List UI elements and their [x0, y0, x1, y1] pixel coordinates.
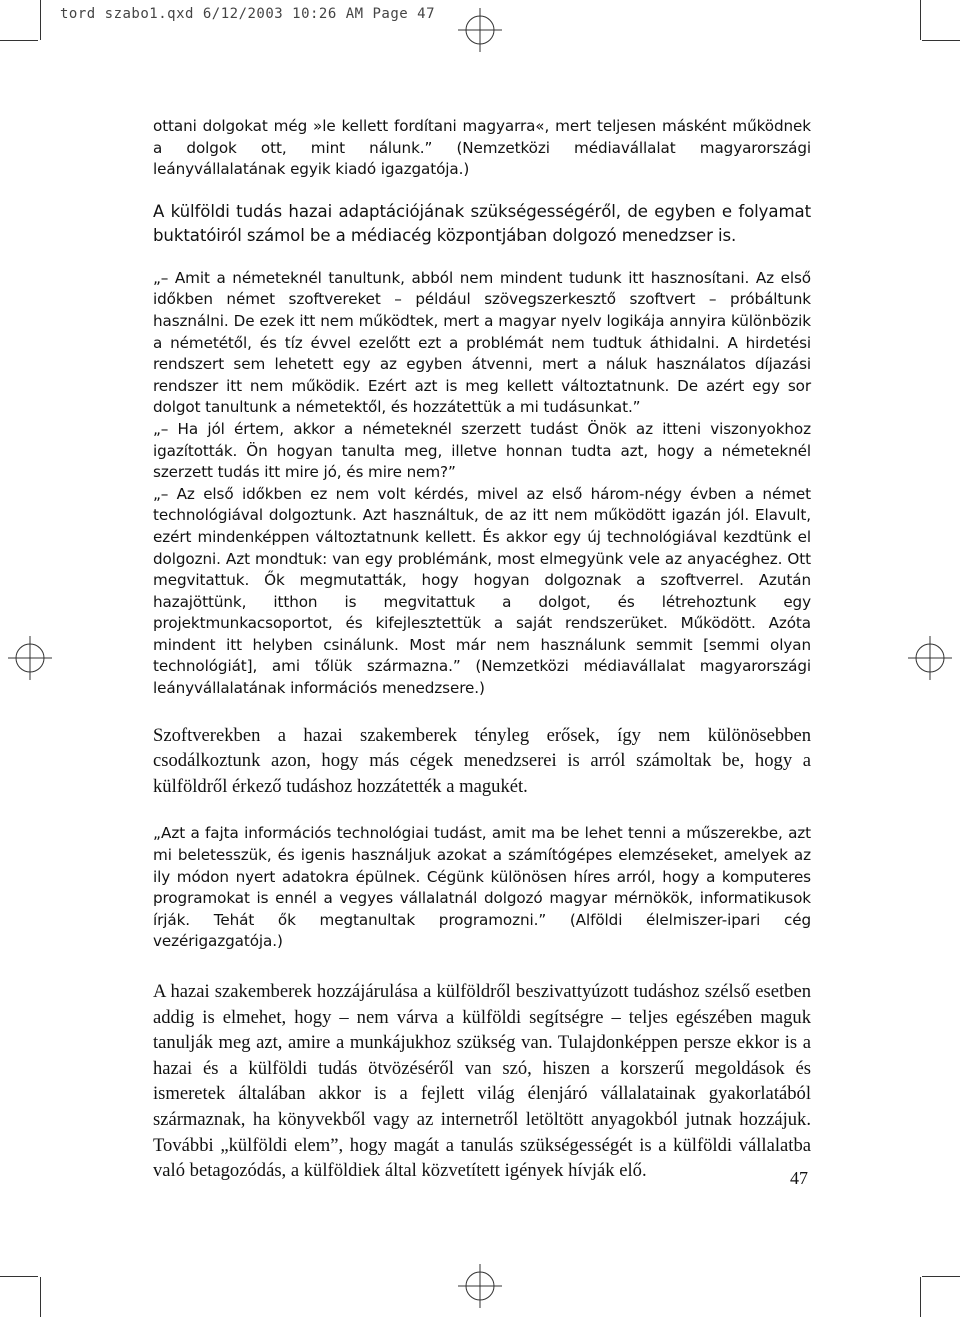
interview-paragraph: „– Ha jól értem, akkor a németeknél szerzett tudást Önök az itteni viszonyokhoz igazították. Ön hogyan tanulta meg, illetve honnan tudta azt, hogy a németeknél szerzett tudás itt mire jó, és mire nem?”: [153, 419, 811, 482]
interview-paragraph: „– Az első időkben ez nem volt kérdés, mivel az első három-négy évben a német technológiával dolgoztunk. Azt használtuk, de az itt nem működött igazán jól. Elavult, ezért mindenképpen változtatnunk kellett. És akkor egy új technológiával kezdtünk el dolgozni. Azt mondtuk: van egy problémánk, most elmegyünk vele az anyacéghez. Ott megvitattuk. Ők megmutatták, hogy hogyan dolgoznak a szoftverrel. Azután hazajöttünk, itthon is megvitattuk a dolgot, és létrehoztunk egy projektmunkacsoportot, és kifejlesztettük a saját rendszerüket. Működött. Azóta mindent itt helyben csinálunk. Most már nem használunk semmit [semmi olyan technológiát], ami tőlük származna.” (Nemzetközi médiavállalat magyarországi leányvállalatának információs menedzsere.): [153, 484, 811, 698]
registration-mark-icon: [8, 636, 52, 680]
page-body: [153, 116, 811, 1184]
quote-paragraph: ottani dolgokat még »le kellett fordítani magyarra«, mert teljesen másként működnek a dolgok ott, mint nálunk.” (Nemzetközi médiavállalat magyarországi leányvállalatának egyik kiadó igazgatója.): [153, 117, 811, 179]
registration-mark-icon: [458, 8, 502, 52]
document-slug: tord szabo1.qxd 6/12/2003 10:26 AM Page 47: [60, 6, 436, 22]
body-paragraph: Szoftverekben a hazai szakemberek tényleg erősek, így nem különösebben csodálkoztunk azon, hogy más cégek menedzserei is arról számoltak be, hogy a külföldről érkező tudáshoz hozzátették a magukét.: [153, 724, 811, 797]
body-paragraph: A külföldi tudás hazai adaptációjának szükségességéről, de egyben e folyamat buktatóiról számol be a médiacég központjában dolgozó menedzser is.: [153, 201, 811, 245]
registration-mark-icon: [458, 1264, 502, 1308]
quote-paragraph: „Azt a fajta információs technológiai tudást, amit ma be lehet tenni a műszerekbe, azt mi beletesszük, és igenis használjuk azokat a számítógépes elemzéseket, amelyek az ily módon nyert adatokra épülnek. Cégünk különösen híres arról, hogy a komputeres programokat is ennél a vegyes vállalatnál dolgozó magyar mérnökök, informatikusok írják. Tehát ők megtanultak programozni.” (Alföldi élelmiszer-ipari cég vezérigazgatója.): [153, 824, 811, 951]
body-paragraph: A hazai szakemberek hozzájárulása a külföldről beszivattyúzott tudáshoz szélső esetben addig is elmehet, hogy – nem várva a külföldi segítségre – teljes egészében maguk tanulják meg azt, amire a munkájukhoz szükség van. Tulajdonképpen persze ekkor is a hazai és a külföldi tudás ötvözéséről van szó, hiszen a korszerű megoldások és ismeretek általában akkor is a fejlett világ élenjáró vállalatainak gyakorlatából származnak, ha könyvekből vagy az internetről letöltött anyagokból jutnak hozzájuk. További „külföldi elem”, hogy magát a tanulás szükségességét is a külföldi vállalatba való betagozódás, a külföldiek által közvetített igények hívják elő.: [153, 981, 811, 1182]
registration-mark-icon: [908, 636, 952, 680]
interview-paragraph: „– Amit a németeknél tanultunk, abból nem mindent tudunk itt hasznosítani. Az első időkben német szoftvereket – például szövegszerkesztő szoftvert – próbáltunk használni. De ezek itt nem működtek, mert a magyar nyelv logikája annyira különbözik a németétől, és tíz évvel ezelőtt ezt a problémát nem tudtuk áthidalni. A hirdetési rendszert sem lehetett egy az egyben átvenni, mert a náluk használatos díjazási rendszer itt nem működik. Ezért azt is meg kellett változtatnunk. De azért egy sor dolgot tanultunk a németektől, és hozzátettük a mi tudásunkat.”: [153, 268, 811, 417]
page-number: 47: [790, 1168, 808, 1188]
